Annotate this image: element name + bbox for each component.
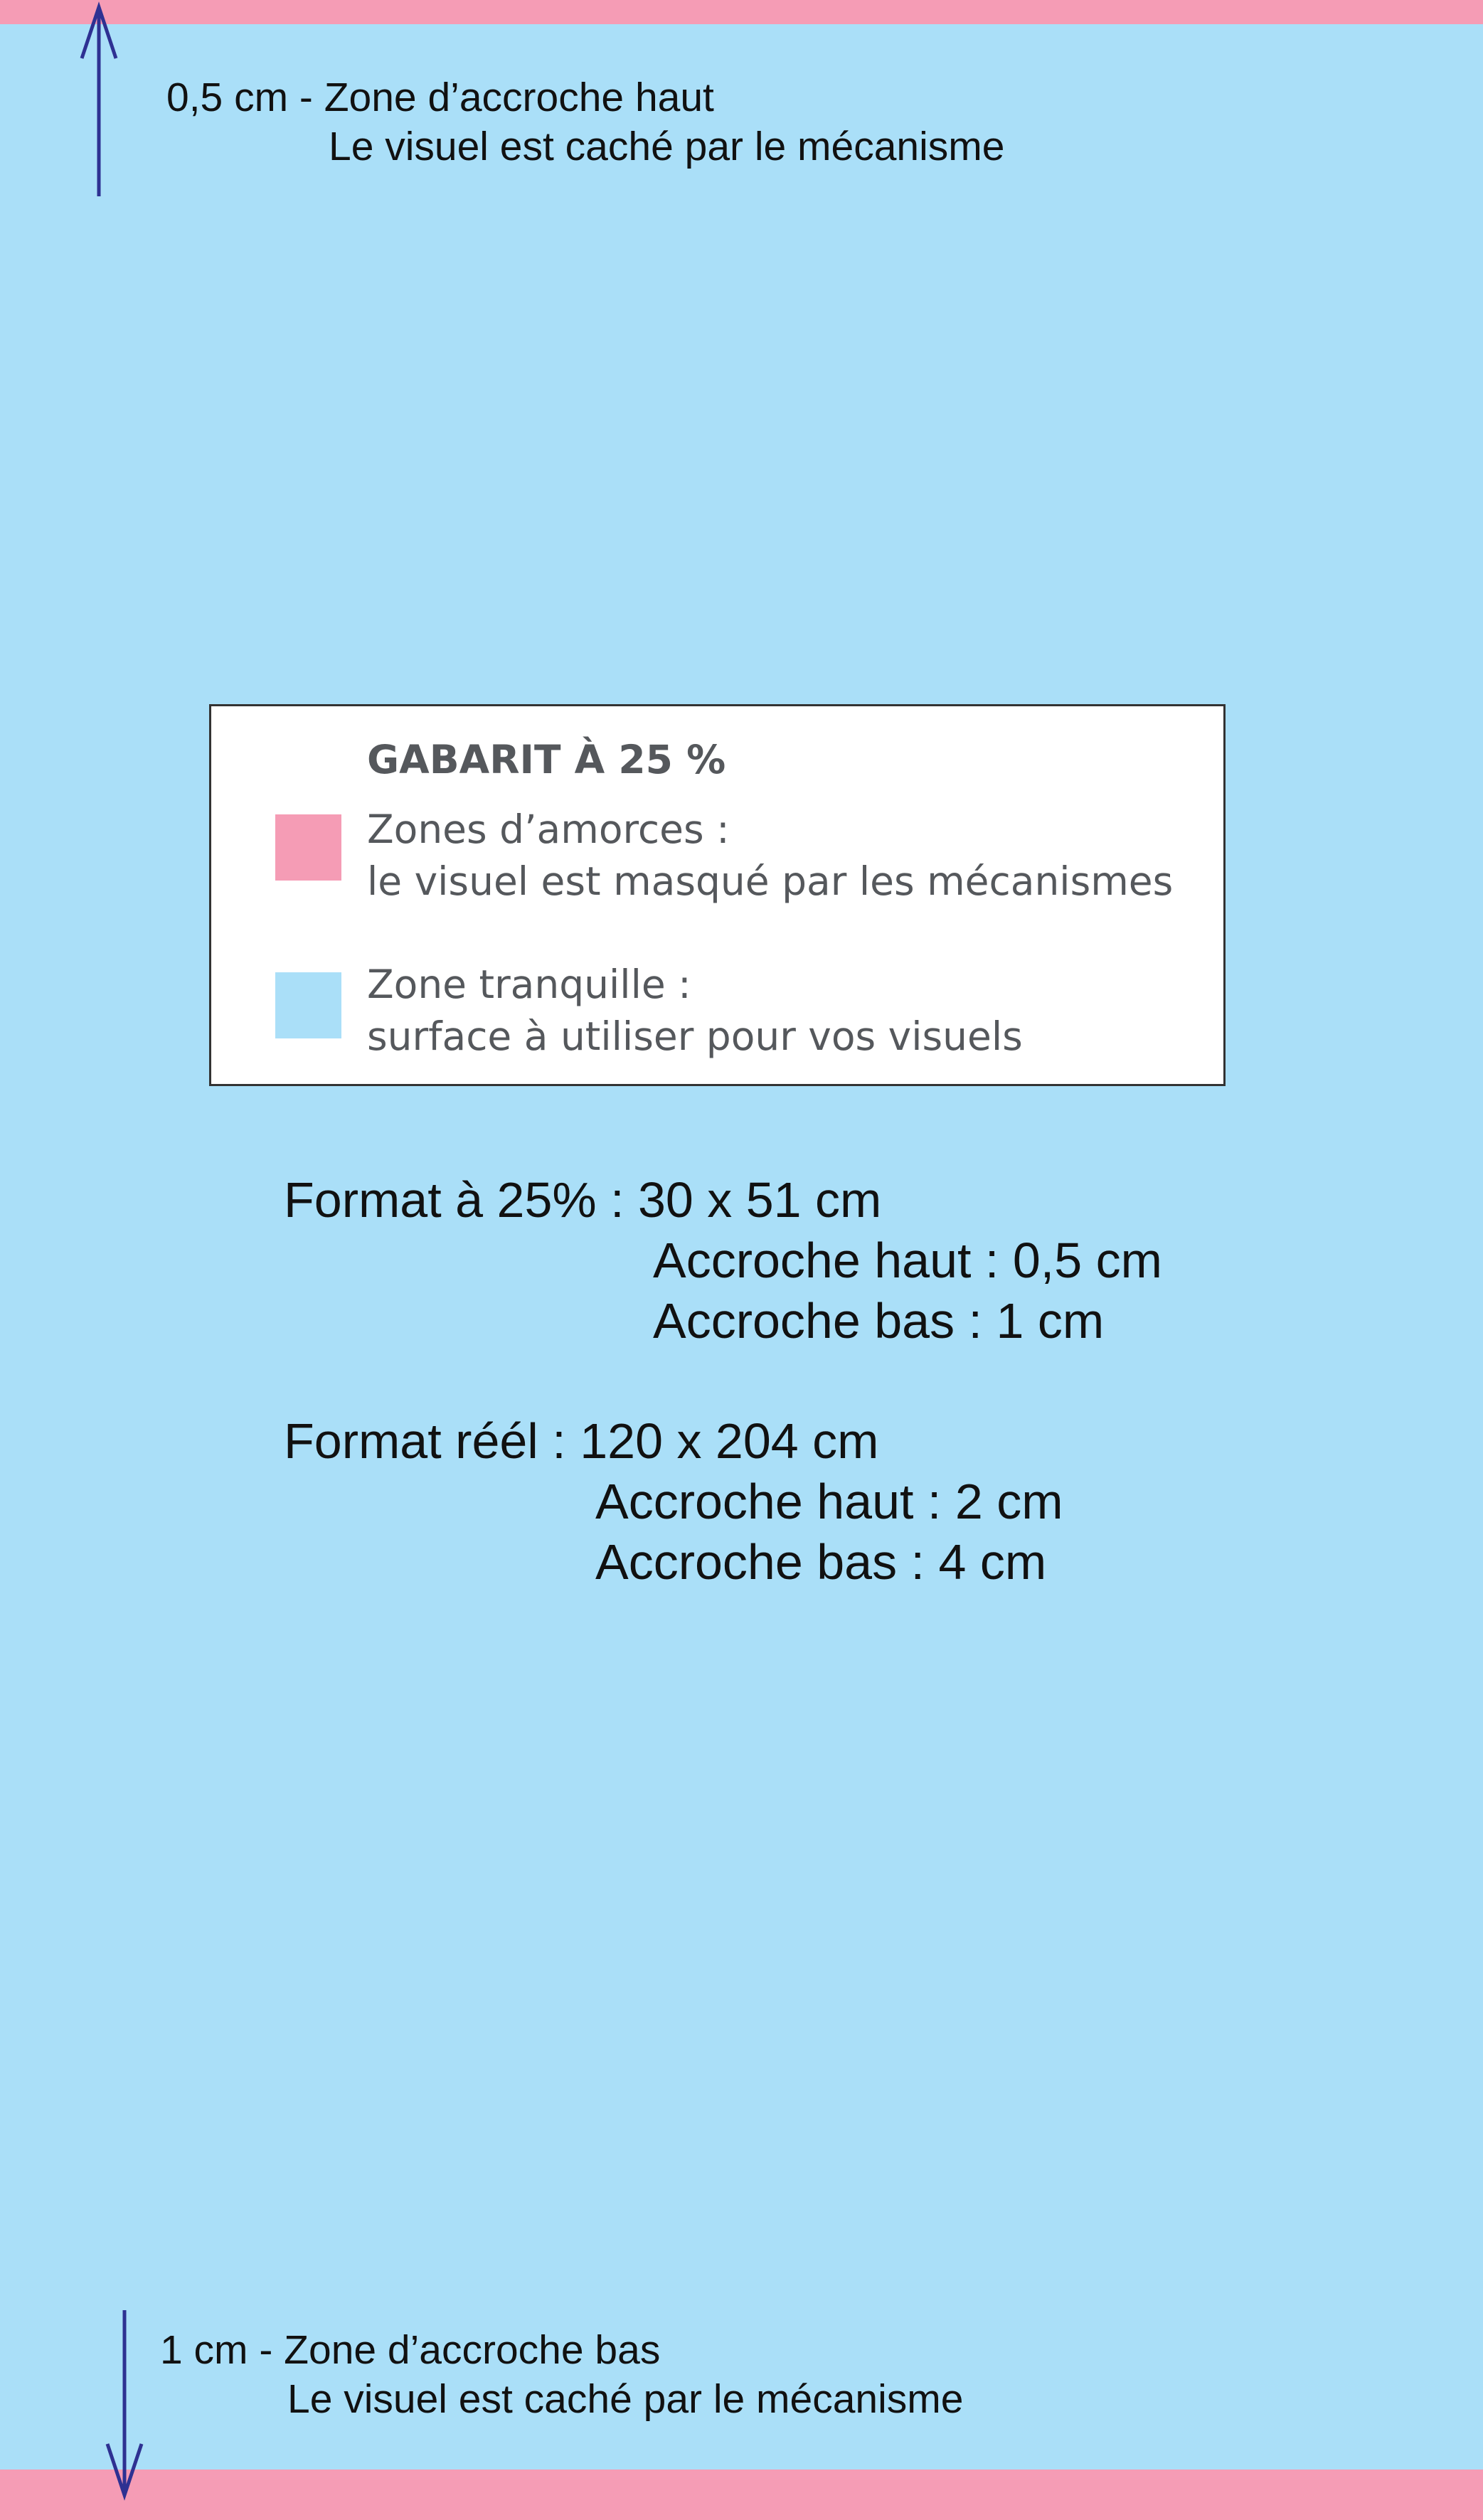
top-hook-zone-band (0, 0, 1483, 24)
hook-zone-swatch (275, 814, 341, 881)
format-25-header: Format à 25% : 30 x 51 cm (284, 1172, 882, 1228)
legend-item-description: surface à utiliser pour vos visuels (367, 1014, 1023, 1059)
up-arrow-icon (71, 4, 128, 201)
bottom-hook-zone-band (0, 2470, 1483, 2520)
legend-title: GABARIT À 25 % (367, 737, 726, 782)
format-real-header: Format réél : 120 x 204 cm (284, 1413, 879, 1469)
down-arrow-icon (96, 2307, 153, 2499)
format-25-top-hook: Accroche haut : 0,5 cm (653, 1233, 1162, 1288)
legend-item-description: le visuel est masqué par les mécanismes (367, 858, 1174, 904)
legend-item-label: Zones d’amorces : (367, 807, 730, 852)
legend-box (209, 704, 1226, 1086)
legend-item-hook-zones (367, 804, 1173, 908)
bottom-zone-note: Le visuel est caché par le mécanisme (287, 2376, 964, 2422)
bottom-zone-title: 1 cm - Zone d’accroche bas (160, 2327, 661, 2373)
top-zone-title: 0,5 cm - Zone d’accroche haut (166, 75, 714, 120)
top-zone-note: Le visuel est caché par le mécanisme (329, 124, 1005, 169)
format-real-bottom-hook: Accroche bas : 4 cm (595, 1534, 1047, 1590)
format-25-bottom-hook: Accroche bas : 1 cm (653, 1293, 1105, 1349)
quiet-zone-swatch (275, 972, 341, 1038)
legend-item-quiet-zone (367, 959, 1023, 1063)
format-real-top-hook: Accroche haut : 2 cm (595, 1474, 1063, 1529)
legend-item-label: Zone tranquille : (367, 962, 691, 1007)
